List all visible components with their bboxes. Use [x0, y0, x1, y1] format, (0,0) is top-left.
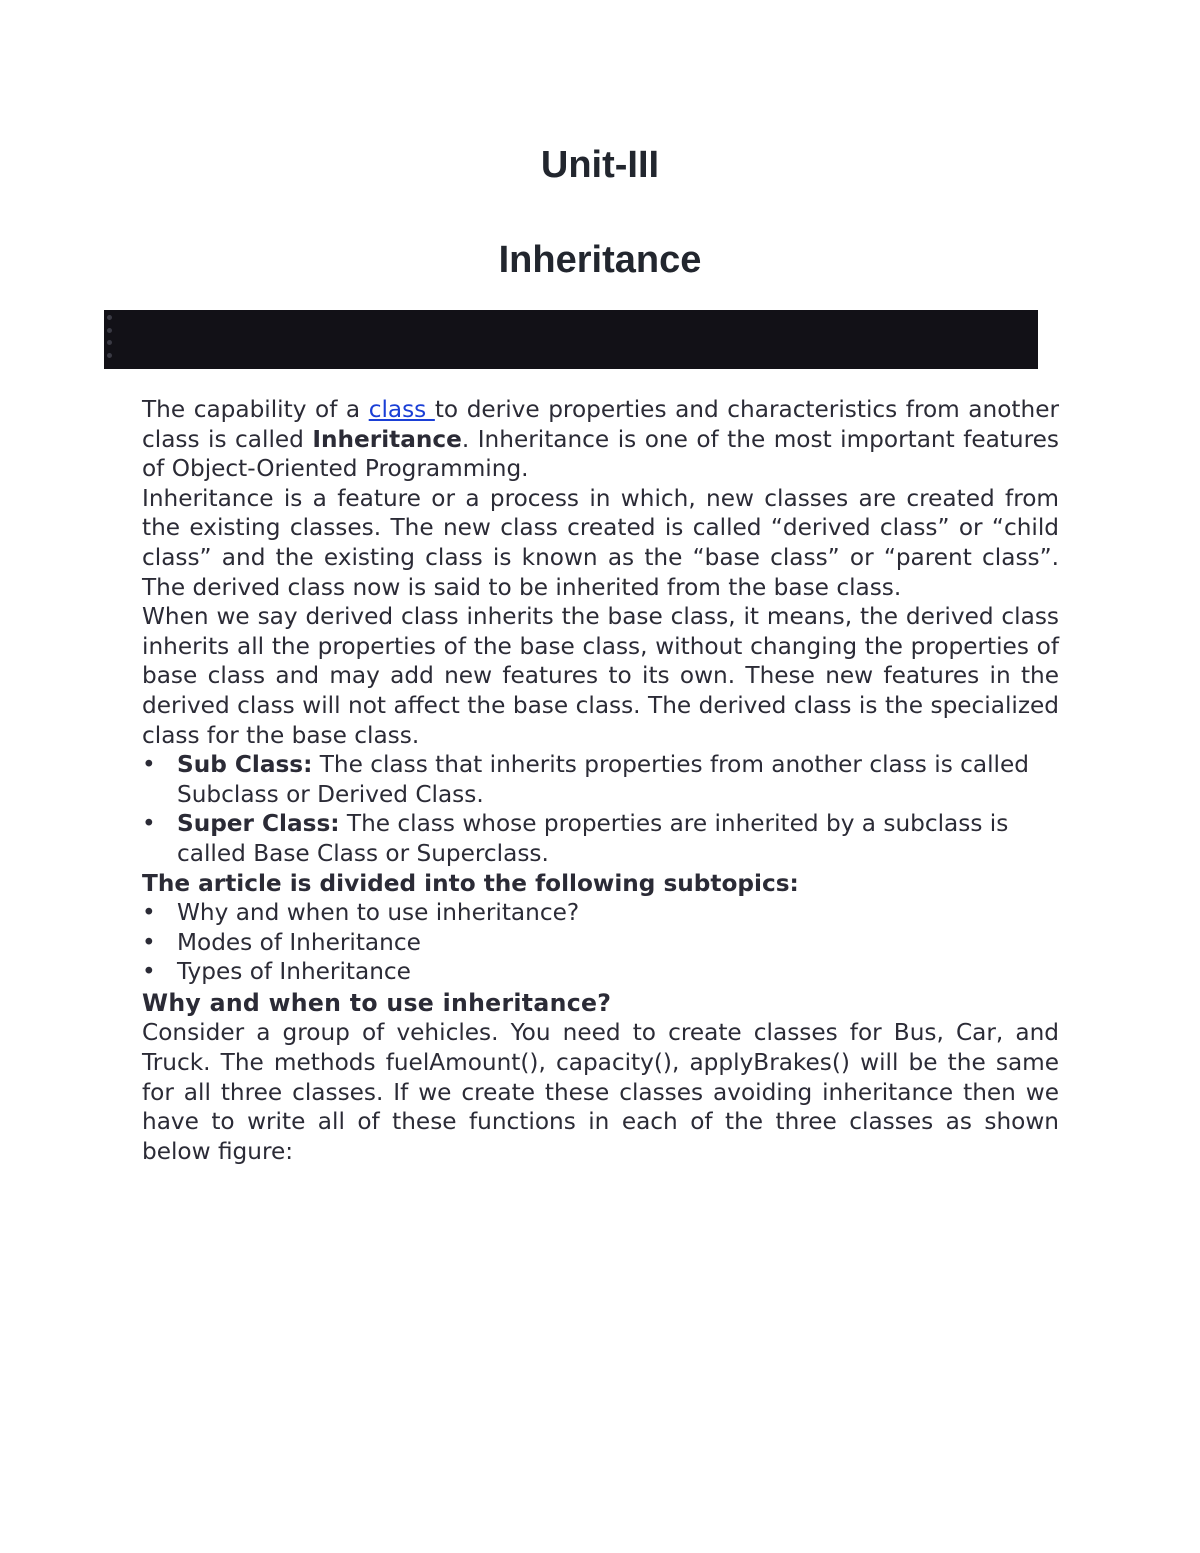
bullet-icon: •: [142, 899, 156, 927]
bullet-icon: •: [142, 751, 156, 779]
definition-term: Sub Class:: [177, 751, 313, 779]
subtopic-label: Types of Inheritance: [177, 958, 411, 986]
bullet-icon: •: [142, 958, 156, 986]
list-item: [142, 957, 1059, 987]
why-paragraph: Consider a group of vehicles. You need to create classes for Bus, Car, and Truck. The methods fuelAmount(), capacity(), applyBrakes() will be the same for all three classes. If we create these classes avoiding inheritance then we have to write all of these functions in each of the three classes as shown below figure:: [142, 1019, 1059, 1165]
definition-text: The class that inherits properties from another class is called Subclass or Derived Class.: [177, 751, 1029, 808]
banner-dot: [107, 328, 112, 333]
definition-term: Super Class:: [177, 810, 340, 838]
dark-banner: [104, 310, 1038, 369]
subtopics-heading: The article is divided into the following subtopics:: [142, 869, 799, 897]
definition-item: [142, 750, 1059, 809]
list-item: [142, 928, 1059, 958]
unit-title: Unit-III: [540, 144, 660, 186]
paragraph-definition: Inheritance is a feature or a process in which, new classes are created from the existing classes. The new class created is called “derived class” or “child class” and the existing class is known as the “base class” or “parent class”. The derived class now is said to be inherited from the base class.: [142, 484, 1059, 601]
definition-list: [142, 750, 1059, 868]
intro-text: . Inheritance is one of the most important features of Object-Oriented Programming.: [142, 425, 1059, 483]
banner-dot: [107, 340, 112, 345]
paragraph-derived: When we say derived class inherits the base class, it means, the derived class inherits all the properties of the base class, without changing the properties of base class and may add new features to its own. These new features in the derived class will not affect the base class. The derived class is the specialized class for the base class.: [142, 603, 1059, 749]
list-item: [142, 898, 1059, 928]
intro-text: The capability of a: [142, 396, 369, 423]
banner-dot: [107, 315, 112, 320]
banner-dot: [107, 353, 112, 358]
intro-text: to derive properties and characteristics from another class is called: [142, 396, 1059, 453]
article-body: [142, 395, 1059, 1166]
topic-title: Inheritance: [498, 239, 702, 281]
inheritance-term: Inheritance: [312, 425, 462, 453]
subtopic-label: Why and when to use inheritance?: [177, 899, 580, 927]
class-link[interactable]: class: [368, 396, 435, 423]
subtopic-label: Modes of Inheritance: [177, 928, 421, 956]
section-heading: Why and when to use inheritance?: [142, 988, 612, 1017]
bullet-icon: •: [142, 928, 156, 956]
bullet-icon: •: [142, 810, 156, 838]
intro-paragraph: [142, 395, 1059, 484]
definition-text: The class whose properties are inherited by a subclass is called Base Class or Superclass.: [177, 810, 1009, 867]
definition-item: [142, 809, 1059, 868]
subtopics-list: [142, 898, 1059, 987]
